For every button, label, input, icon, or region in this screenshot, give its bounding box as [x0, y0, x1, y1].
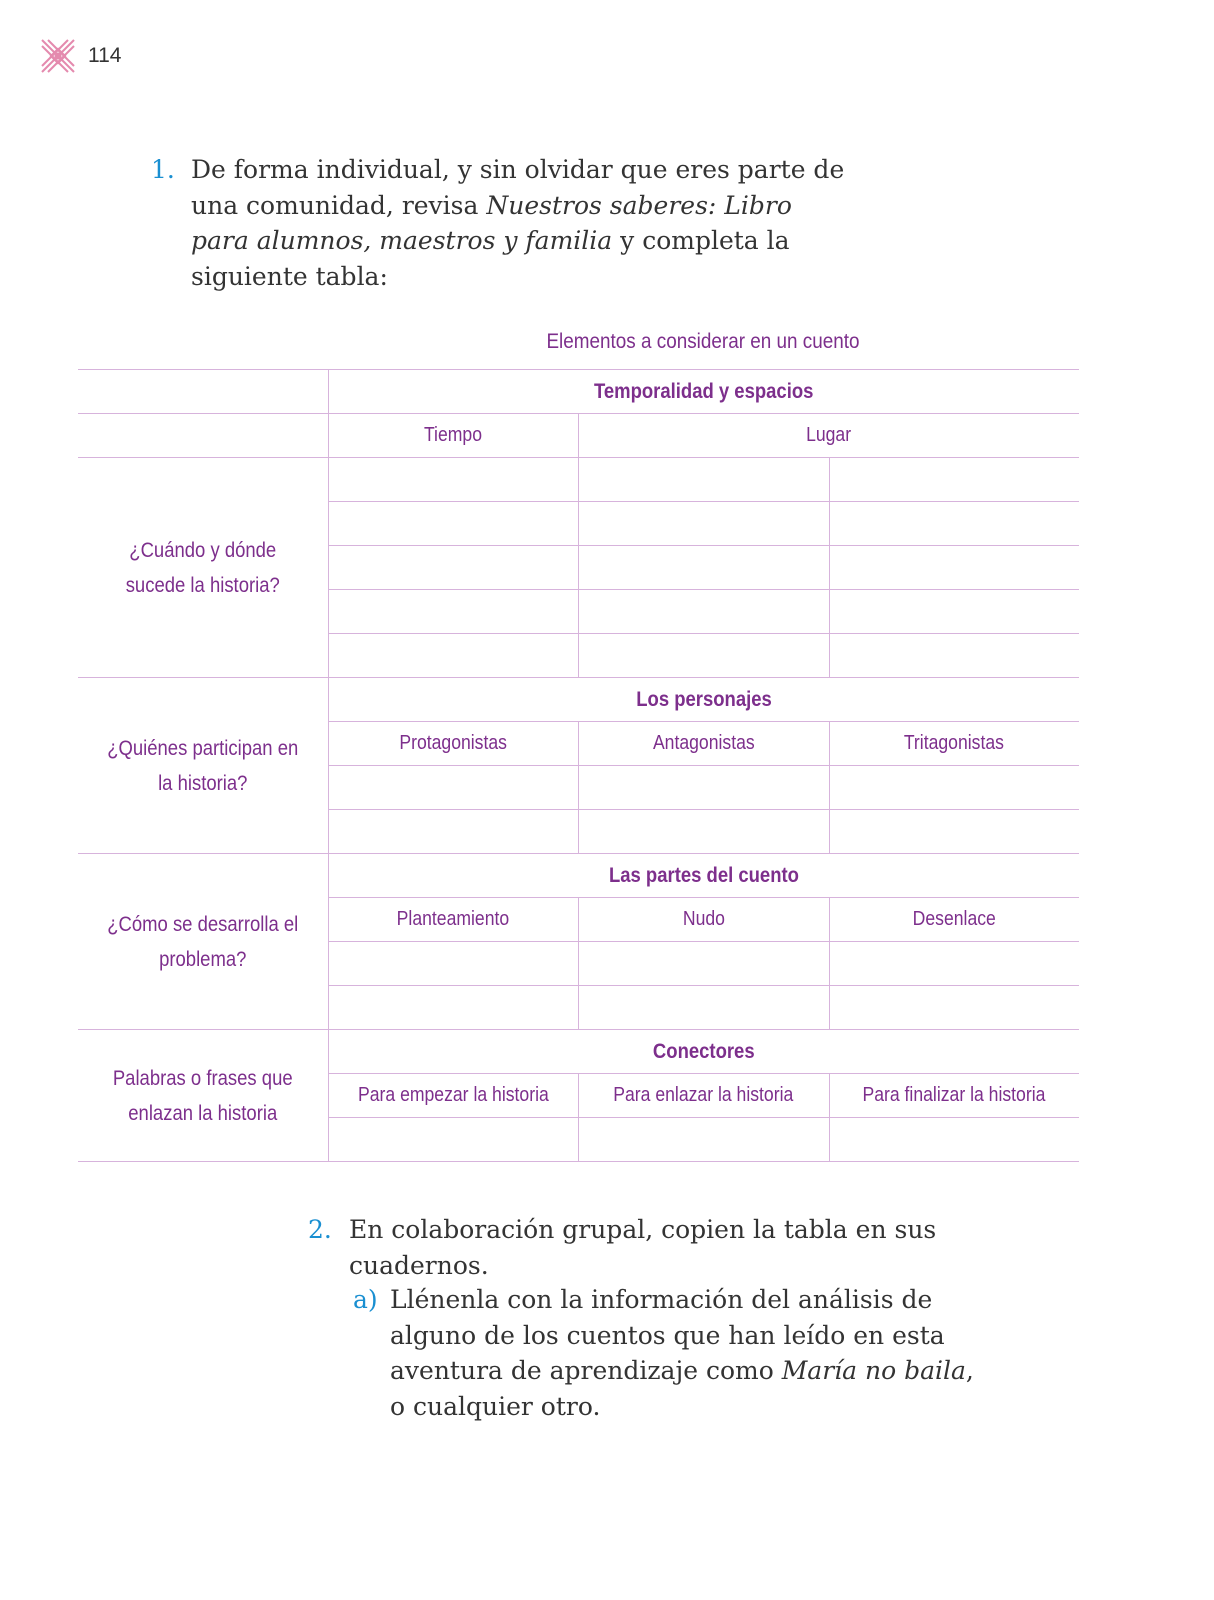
- answer-cell[interactable]: [578, 810, 829, 854]
- row-question-quienes: ¿Quiénes participan en la historia?: [78, 678, 328, 854]
- column-header-enlazar: Para enlazar la historia: [578, 1074, 829, 1118]
- answer-cell[interactable]: [829, 502, 1079, 546]
- answer-cell[interactable]: [328, 1118, 578, 1162]
- page-number: 114: [88, 44, 122, 67]
- answer-cell[interactable]: [578, 942, 829, 986]
- answer-cell[interactable]: [578, 546, 829, 590]
- answer-cell[interactable]: [578, 502, 829, 546]
- answer-cell[interactable]: [829, 590, 1079, 634]
- answer-cell[interactable]: [328, 590, 578, 634]
- answer-cell[interactable]: [578, 766, 829, 810]
- instruction-2a-story-title: María no baila: [781, 1356, 966, 1385]
- answer-cell[interactable]: [578, 986, 829, 1030]
- answer-cell[interactable]: [578, 1118, 829, 1162]
- table-title: Elementos a considerar en un cuento: [546, 330, 860, 353]
- answer-cell[interactable]: [829, 1118, 1079, 1162]
- decorative-pattern-icon: [38, 36, 78, 76]
- page-header: [38, 36, 121, 76]
- instruction-2a: [353, 1282, 980, 1424]
- column-header-finalizar: Para finalizar la historia: [829, 1074, 1079, 1118]
- column-header-lugar: Lugar: [578, 414, 1079, 458]
- answer-cell[interactable]: [829, 942, 1079, 986]
- column-header-tritagonistas: Tritagonistas: [829, 722, 1079, 766]
- row-question-cuando: ¿Cuándo y dónde sucede la historia?: [78, 458, 328, 678]
- instruction-2a-text-b: , o cualquier otro.: [390, 1356, 974, 1421]
- answer-cell[interactable]: [829, 546, 1079, 590]
- answer-cell[interactable]: [829, 986, 1079, 1030]
- story-elements-table: [78, 369, 1079, 1162]
- section-header-conectores: Conectores: [328, 1030, 1079, 1074]
- section-header-temporalidad: Temporalidad y espacios: [328, 370, 1079, 414]
- answer-cell[interactable]: [328, 986, 578, 1030]
- answer-cell[interactable]: [328, 546, 578, 590]
- answer-cell[interactable]: [328, 634, 578, 678]
- instruction-1: [151, 152, 851, 294]
- answer-cell[interactable]: [829, 634, 1079, 678]
- answer-cell[interactable]: [829, 458, 1079, 502]
- row-question-conectores: Palabras o frases que enlazan la historia: [78, 1030, 328, 1162]
- instruction-2-text: En colaboración grupal, copien la tabla en sus cuadernos.: [349, 1215, 937, 1280]
- instruction-2a-letter: a): [353, 1285, 378, 1314]
- section-header-personajes: Los personajes: [328, 678, 1079, 722]
- row-question-como: ¿Cómo se desarrolla el problema?: [78, 854, 328, 1030]
- instruction-1-text-a: De forma individual, y sin olvidar que eres parte de una comunidad, revisa: [191, 155, 845, 220]
- answer-cell[interactable]: [578, 590, 829, 634]
- instruction-1-book-title: Nuestros saberes: Libro para alumnos, maestros y familia: [191, 190, 792, 255]
- answer-cell[interactable]: [328, 942, 578, 986]
- answer-cell[interactable]: [328, 502, 578, 546]
- answer-cell[interactable]: [829, 766, 1079, 810]
- column-header-planteamiento: Planteamiento: [328, 898, 578, 942]
- instruction-2: [308, 1212, 969, 1283]
- instruction-1-text-b: y completa la siguiente tabla:: [191, 226, 790, 291]
- answer-cell[interactable]: [829, 810, 1079, 854]
- column-header-protagonistas: Protagonistas: [328, 722, 578, 766]
- column-header-empezar: Para empezar la historia: [328, 1074, 578, 1118]
- answer-cell[interactable]: [328, 810, 578, 854]
- answer-cell[interactable]: [578, 458, 829, 502]
- empty-corner-cell: [78, 414, 328, 458]
- column-header-antagonistas: Antagonistas: [578, 722, 829, 766]
- answer-cell[interactable]: [328, 458, 578, 502]
- empty-corner-cell: [78, 370, 328, 414]
- section-header-partes: Las partes del cuento: [328, 854, 1079, 898]
- instruction-2-number: 2.: [308, 1215, 332, 1244]
- instruction-2a-text-a: Llénenla con la información del análisis de alguno de los cuentos que han leído en esta aventura de aprendizaje como: [390, 1285, 945, 1385]
- column-header-nudo: Nudo: [578, 898, 829, 942]
- instruction-1-number: 1.: [151, 155, 175, 184]
- column-header-desenlace: Desenlace: [829, 898, 1079, 942]
- answer-cell[interactable]: [578, 634, 829, 678]
- answer-cell[interactable]: [328, 766, 578, 810]
- column-header-tiempo: Tiempo: [328, 414, 578, 458]
